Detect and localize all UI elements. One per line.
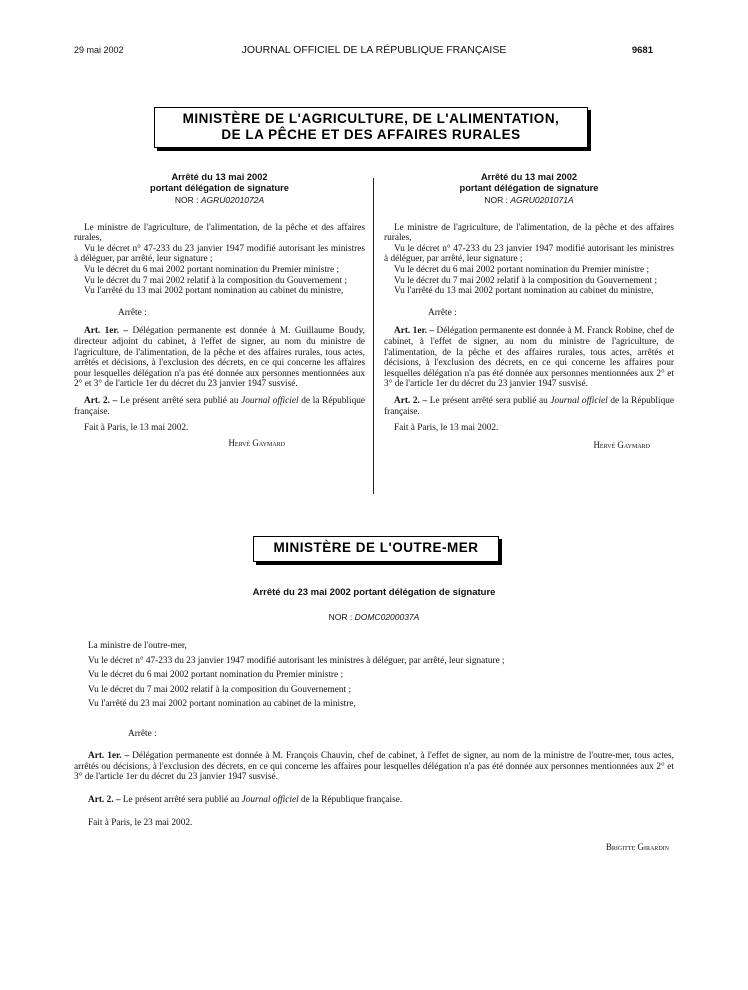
nor-code: DOMC0200037A <box>354 611 420 622</box>
arrete-label: Arrête : <box>428 307 457 318</box>
decree-outremer <box>74 588 674 853</box>
preamble-minister: Le ministre de l'agriculture, de l'alimentation, de la pêche et des affaires rurales, <box>384 222 674 244</box>
article-2-label: Art. 2. – <box>394 395 428 406</box>
visa-decree-premier-ministre: Vu le décret du 6 mai 2002 portant nomination du Premier ministre ; <box>88 670 344 681</box>
preamble-minister: Le ministre de l'agriculture, de l'alimentation, de la pêche et des affaires rurales, <box>74 222 365 244</box>
visa-decree-gouvernement: Vu le décret du 7 mai 2002 relatif à la composition du Gouvernement ; <box>84 275 348 286</box>
visa-arrete-cabinet: Vu l'arrêté du 13 mai 2002 portant nomination au cabinet du ministre, <box>84 286 344 297</box>
signatory-name: Hervé Gaymard <box>593 439 650 450</box>
visa-decree-1947: Vu le décret n° 47-233 du 23 janvier 1947 modifié autorisant les ministres à déléguer, par arrêté, leur signature ; <box>88 655 505 666</box>
article-1 <box>74 751 674 783</box>
article-1-text: Délégation permanente est donnée à M. Franck Robine, chef de cabinet, à l'effet de signer, au nom du ministre de l'agriculture, de l'alimentation, de la pêche et des affaires rurales, tous actes, arrêtés et décisions, à l'exclusion des décrets, en ce qui concerne les affaires pour lesquelles délégation n'a pas été donnée aux personnes mentionnées aux 2° et 3° de l'article 1er du décret du 23 janvier 1947 susvisé. <box>384 326 674 390</box>
decree-title: Arrêté du 13 mai 2002 <box>171 172 268 182</box>
signed-place-date: Fait à Paris, le 13 mai 2002. <box>84 423 189 434</box>
journal-officiel-italic: Journal officiel <box>241 395 299 406</box>
signed-place-date: Fait à Paris, le 23 mai 2002. <box>88 817 193 828</box>
article-2: Art. 2. – Le présent arrêté sera publié au Journal officiel de la République française. <box>88 794 403 805</box>
journal-title: JOURNAL OFFICIEL DE LA RÉPUBLIQUE FRANÇAISE <box>241 44 507 56</box>
decree-title: Arrêté du 23 mai 2002 portant délégation de signature <box>252 587 496 598</box>
visa-decree-premier-ministre: Vu le décret du 6 mai 2002 portant nomination du Premier ministre ; <box>84 264 340 275</box>
article-1 <box>384 326 674 390</box>
nor-reference: NOR : AGRU0201072A <box>174 195 265 205</box>
visa-decree-premier-ministre: Vu le décret du 6 mai 2002 portant nomination du Premier ministre ; <box>394 264 650 275</box>
header-date: 29 mai 2002 <box>74 45 124 55</box>
signed-place-date: Fait à Paris, le 13 mai 2002. <box>394 423 499 434</box>
visa-decree-1947: Vu le décret n° 47-233 du 23 janvier 1947 modifié autorisant les ministres à déléguer, par arrêté, leur signature ; <box>74 243 365 265</box>
article-2: Art. 2. – Le présent arrêté sera publié au Journal officiel de la République française. <box>384 395 674 417</box>
decree-right-column <box>384 172 674 450</box>
article-2: Art. 2. – Le présent arrêté sera publié au Journal officiel de la République française. <box>74 395 366 417</box>
visa-arrete-cabinet: Vu l'arrêté du 13 mai 2002 portant nomination au cabinet du ministre, <box>394 286 654 297</box>
visa-decree-gouvernement: Vu le décret du 7 mai 2002 relatif à la composition du Gouvernement ; <box>394 275 658 286</box>
article-1-text: Délégation permanente est donnée à M. François Chauvin, chef de cabinet, à l'effet de signer, au nom de la ministre de l'outre-mer, tous actes, arrêtés ou décisions, à l'exclusion des décrets, en ce qui concerne les affaires pour lesquelles délégation n'a pas été donnée aux personnes mentionnées aux 2° et 3° de l'article 1er du décret du 23 janvier 1947 susvisé. <box>74 751 674 783</box>
article-2-label: Art. 2. – <box>84 395 118 406</box>
signatory-name: Brigitte Girardin <box>605 842 669 853</box>
journal-officiel-italic: Journal officiel <box>241 794 299 805</box>
journal-officiel-italic: Journal officiel <box>550 395 608 406</box>
nor-reference: NOR : DOMC0200037A <box>328 611 420 622</box>
preamble-minister: La ministre de l'outre-mer, <box>88 641 187 652</box>
signatory-name: Hervé Gaymard <box>228 437 285 448</box>
nor-reference: NOR : AGRU0201071A <box>484 195 574 205</box>
page-number: 9681 <box>631 45 653 56</box>
ministry-agriculture-heading <box>154 107 588 148</box>
visa-decree-gouvernement: Vu le décret du 7 mai 2002 relatif à la composition du Gouvernement ; <box>88 684 352 695</box>
article-1 <box>74 326 365 390</box>
decree-subtitle: portant délégation de signature <box>150 182 289 193</box>
visa-arrete-cabinet: Vu l'arrêté du 23 mai 2002 portant nomination au cabinet de la ministre, <box>88 699 356 710</box>
ministry-outremer-heading: MINISTÈRE DE L'OUTRE-MER <box>253 536 499 562</box>
ministry-heading-line-1: MINISTÈRE DE L'AGRICULTURE, DE L'ALIMENTATION, <box>182 111 560 126</box>
decree-left-column <box>74 172 365 448</box>
arrete-label: Arrête : <box>118 307 147 318</box>
nor-code: AGRU0201071A <box>510 195 574 205</box>
article-1-label: Art. 1er. – <box>84 326 129 337</box>
article-1-label: Art. 1er. – <box>88 751 130 762</box>
decree-subtitle: portant délégation de signature <box>459 182 599 193</box>
ministry-heading-line-2: DE LA PÊCHE ET DES AFFAIRES RURALES <box>221 127 521 142</box>
visa-decree-1947: Vu le décret n° 47-233 du 23 janvier 1947 modifié autorisant les ministres à déléguer, par arrêté, leur signature ; <box>384 243 674 265</box>
arrete-label: Arrête : <box>128 728 157 739</box>
article-1-text: Délégation permanente est donnée à M. Guillaume Boudy, directeur adjoint du cabinet, à l'effet de signer, au nom du ministre de l'agriculture, de l'alimentation, de la pêche et des affaires rurales, tous actes, arrêtés et décisions, à l'exclusion des décrets, en ce qui concerne les affaires pour lesquelles délégation n'a pas été donnée aux personnes mentionnées aux 2° et 3° de l'article 1er du décret du 23 janvier 1947 susvisé. <box>74 326 365 390</box>
column-divider <box>373 178 374 494</box>
article-2-label: Art. 2. – <box>88 794 121 805</box>
nor-code: AGRU0201072A <box>200 195 265 205</box>
article-1-label: Art. 1er. – <box>394 326 435 337</box>
decree-title: Arrêté du 13 mai 2002 <box>480 172 578 182</box>
